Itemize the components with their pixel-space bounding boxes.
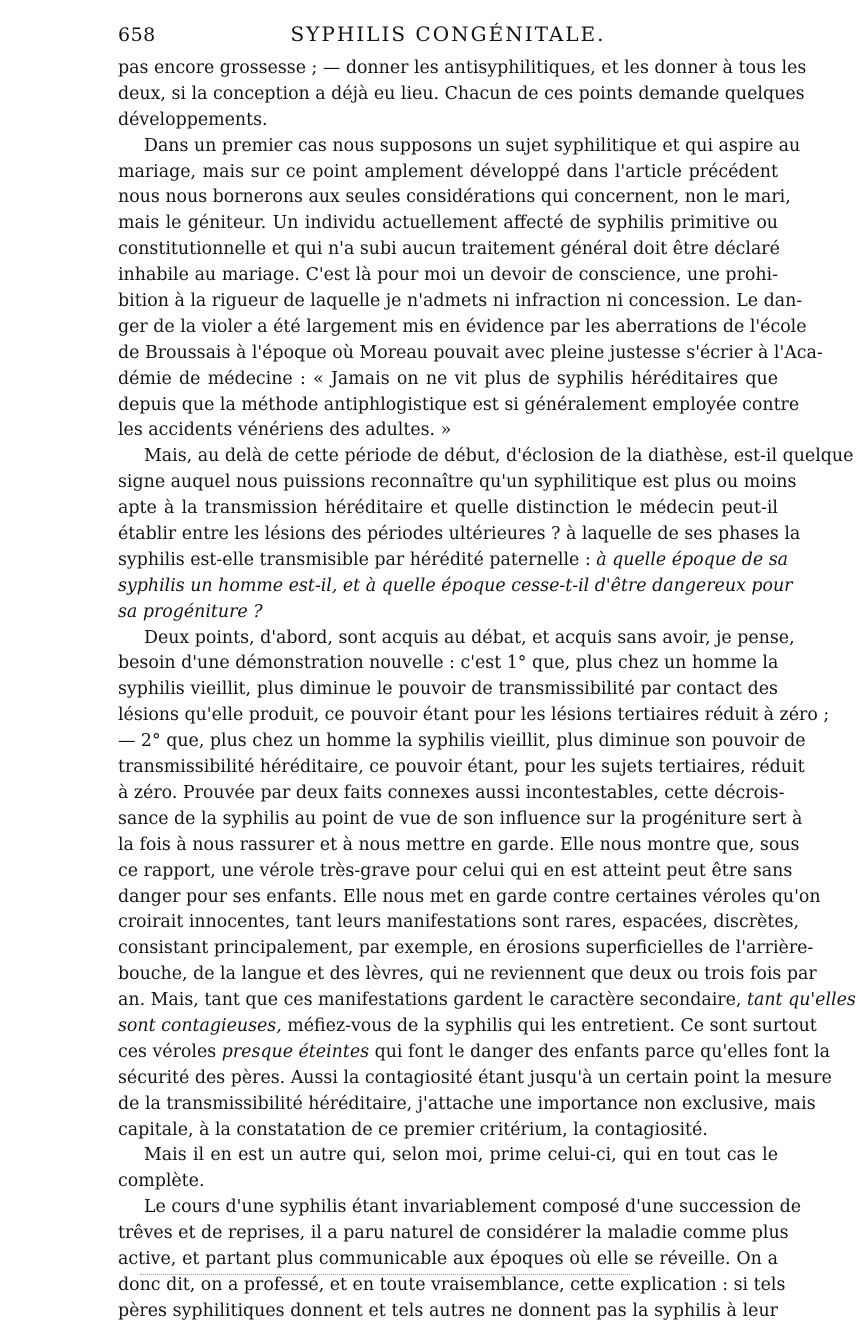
text-line xyxy=(118,341,823,367)
line-text: Mais il en est un autre qui, selon moi, prime celui-ci, qui en tout cas le xyxy=(144,1145,778,1166)
text-line xyxy=(118,1143,778,1169)
line-text: an. Mais, tant que ces manifestations gardent le caractère secondaire, xyxy=(118,990,742,1011)
text-line xyxy=(118,289,803,315)
running-title: SYPHILIS CONGÉNITALE. xyxy=(290,22,606,46)
line-text: qui font le danger des enfants parce qu'elles font la xyxy=(374,1041,831,1062)
line-text: bouche, de la langue et des lèvres, qui ne reviennent que deux ou trois fois par xyxy=(118,964,817,985)
line-text: capitale, à la constatation de ce premier critérium, la contagiosité. xyxy=(118,1119,708,1140)
text-line xyxy=(118,600,778,626)
text-line xyxy=(118,962,817,988)
text-line xyxy=(118,56,807,82)
line-text: inhabile au mariage. C'est là pour moi un devoir de conscience, une prohi- xyxy=(118,265,778,286)
text-line xyxy=(118,470,797,496)
line-text: ce rapport, une vérole très-grave pour celui qui en est atteint peut être sans xyxy=(118,860,793,881)
text-line xyxy=(118,134,801,160)
line-text: la fois à nous rassurer et à nous mettre en garde. Elle nous montre que, sous xyxy=(118,834,800,855)
line-text: transmissibilité héréditaire, ce pouvoir étant, pour les sujets tertiaires, réduit xyxy=(118,757,805,778)
line-text: besoin d'une démonstration nouvelle : c'est 1° que, plus chez un homme la xyxy=(118,653,779,674)
line-italic: sa progéniture ? xyxy=(118,601,263,622)
text-line xyxy=(118,211,778,237)
line-text: croirait innocentes, tant leurs manifestations sont rares, espacées, discrètes, xyxy=(118,912,800,933)
text-line xyxy=(118,807,803,833)
line-text: nous nous bornerons aux seules considérations qui concernent, non le mari, xyxy=(118,187,791,208)
line-text: pères syphilitiques donnent et tels autres ne donnent pas la syphilis à leur xyxy=(118,1300,778,1321)
text-line xyxy=(118,160,778,186)
text-line xyxy=(118,703,830,729)
line-text: Deux points, d'abord, sont acquis au débat, et acquis sans avoir, je pense, xyxy=(144,627,795,648)
footer-rule xyxy=(140,1274,630,1275)
text-line xyxy=(118,393,800,419)
text-line xyxy=(118,1273,786,1299)
line-text: développements. xyxy=(118,109,268,130)
text-line xyxy=(118,677,778,703)
text-line xyxy=(118,185,791,211)
text-line xyxy=(118,418,778,444)
line-text: consistant principalement, par exemple, en érosions superficielles de l'arrière- xyxy=(118,938,814,959)
text-line xyxy=(118,108,778,134)
text-line xyxy=(118,1195,802,1221)
text-line xyxy=(118,988,856,1014)
text-line xyxy=(118,574,793,600)
text-line xyxy=(118,729,806,755)
page-header xyxy=(118,18,778,54)
line-text: démie de médecine : « Jamais on ne vit plus de syphilis héréditaires que xyxy=(118,368,778,389)
text-line xyxy=(118,263,778,289)
line-text: complète. xyxy=(118,1171,205,1192)
text-line xyxy=(118,1299,778,1325)
text-line xyxy=(118,1092,816,1118)
text-line xyxy=(118,885,821,911)
line-text: établir entre les lésions des périodes ultérieures ? à laquelle de ses phases la xyxy=(118,524,801,545)
line-text: Dans un premier cas nous supposons un sujet syphilitique et qui aspire au xyxy=(144,135,801,156)
line-text: trêves et de reprises, il a paru naturel de considérer la maladie comme plus xyxy=(118,1223,789,1244)
line-italic: syphilis un homme est-il, et à quelle époque cesse-t-il d'être dangereux pour xyxy=(118,575,793,596)
text-line xyxy=(118,522,801,548)
line-text: de Broussais à l'époque où Moreau pouvait avec pleine justesse s'écrier à l'Aca- xyxy=(118,342,823,363)
line-italic: à quelle époque de sa xyxy=(596,549,789,570)
line-text: pas encore grossesse ; — donner les antisyphilitiques, et les donner à tous les xyxy=(118,58,807,78)
text-line xyxy=(118,859,793,885)
text-line xyxy=(118,1169,778,1195)
line-text: signe auquel nous puissions reconnaître qu'un syphilitique est plus ou moins xyxy=(118,472,797,493)
text-line xyxy=(118,444,854,470)
line-text: — 2° que, plus chez un homme la syphilis vieillit, plus diminue son pouvoir de xyxy=(118,731,806,752)
line-text: Mais, au delà de cette période de début, d'éclosion de la diathèse, est-il quelque xyxy=(144,446,854,467)
line-text: Le cours d'une syphilis étant invariablement composé d'une succession de xyxy=(144,1197,802,1218)
line-text: lésions qu'elle produit, ce pouvoir étant pour les lésions tertiaires réduit à zéro ; xyxy=(118,705,830,726)
text-line xyxy=(118,1040,831,1066)
line-text: depuis que la méthode antiphlogistique est si généralement employée contre xyxy=(118,394,800,415)
page-number: 658 xyxy=(118,24,156,46)
text-line xyxy=(118,651,778,677)
line-text: apte à la transmission héréditaire et quelle distinction le médecin peut-il xyxy=(118,498,778,519)
line-text: à zéro. Prouvée par deux faits connexes aussi incontestables, cette décrois- xyxy=(118,782,785,803)
line-text: sécurité des pères. Aussi la contagiosité étant jusqu'à un certain point la mesure xyxy=(118,1067,832,1088)
line-text: méfiez-vous de la syphilis qui les entretient. Ce sont surtout xyxy=(287,1015,817,1036)
text-line xyxy=(118,315,807,341)
text-line xyxy=(118,1014,817,1040)
line-text: donc dit, on a professé, et en toute vraisemblance, cette explication : si tels xyxy=(118,1274,786,1295)
line-italic: presque éteintes xyxy=(221,1041,370,1062)
line-text: bition à la rigueur de laquelle je n'admets ni infraction ni concession. Le dan- xyxy=(118,291,803,312)
line-text: mais le géniteur. Un individu actuellement affecté de syphilis primitive ou xyxy=(118,213,778,234)
text-line xyxy=(118,833,800,859)
text-line xyxy=(118,910,800,936)
text-line xyxy=(118,1118,778,1144)
text-line xyxy=(118,367,778,393)
line-text: sance de la syphilis au point de vue de son influence sur la progéniture sert à xyxy=(118,808,803,829)
text-line xyxy=(118,755,805,781)
line-text: ces véroles xyxy=(118,1041,217,1062)
text-line xyxy=(118,936,814,962)
line-italic: sont contagieuses, xyxy=(118,1015,282,1036)
text-line xyxy=(118,496,778,522)
line-text: de la transmissibilité héréditaire, j'attache une importance non exclusive, mais xyxy=(118,1093,816,1114)
text-line xyxy=(118,82,805,108)
line-text: constitutionnelle et qui n'a subi aucun traitement général doit être déclaré xyxy=(118,239,780,260)
line-text: ger de la violer a été largement mis en évidence par les aberrations de l'école xyxy=(118,316,807,337)
line-text: syphilis vieillit, plus diminue le pouvoir de transmissibilité par contact des xyxy=(118,679,778,700)
line-text: les accidents vénériens des adultes. » xyxy=(118,420,452,441)
text-line xyxy=(118,237,778,263)
line-text: mariage, mais sur ce point amplement développé dans l'article précédent xyxy=(118,161,778,182)
line-text: danger pour ses enfants. Elle nous met en garde contre certaines véroles qu'on xyxy=(118,886,821,907)
line-italic: tant qu'elles xyxy=(747,990,856,1011)
line-text: syphilis est-elle transmisible par hérédité paternelle : xyxy=(118,549,591,570)
line-text: deux, si la conception a déjà eu lieu. Chacun de ces points demande quelques xyxy=(118,83,805,104)
text-line xyxy=(118,548,789,574)
text-line xyxy=(118,781,785,807)
text-line xyxy=(118,626,795,652)
text-line xyxy=(118,1221,789,1247)
line-text: active, et partant plus communicable aux époques où elle se réveille. On a xyxy=(118,1248,778,1269)
text-line xyxy=(118,1247,778,1273)
body-text xyxy=(118,56,856,1325)
text-line xyxy=(118,1066,832,1092)
